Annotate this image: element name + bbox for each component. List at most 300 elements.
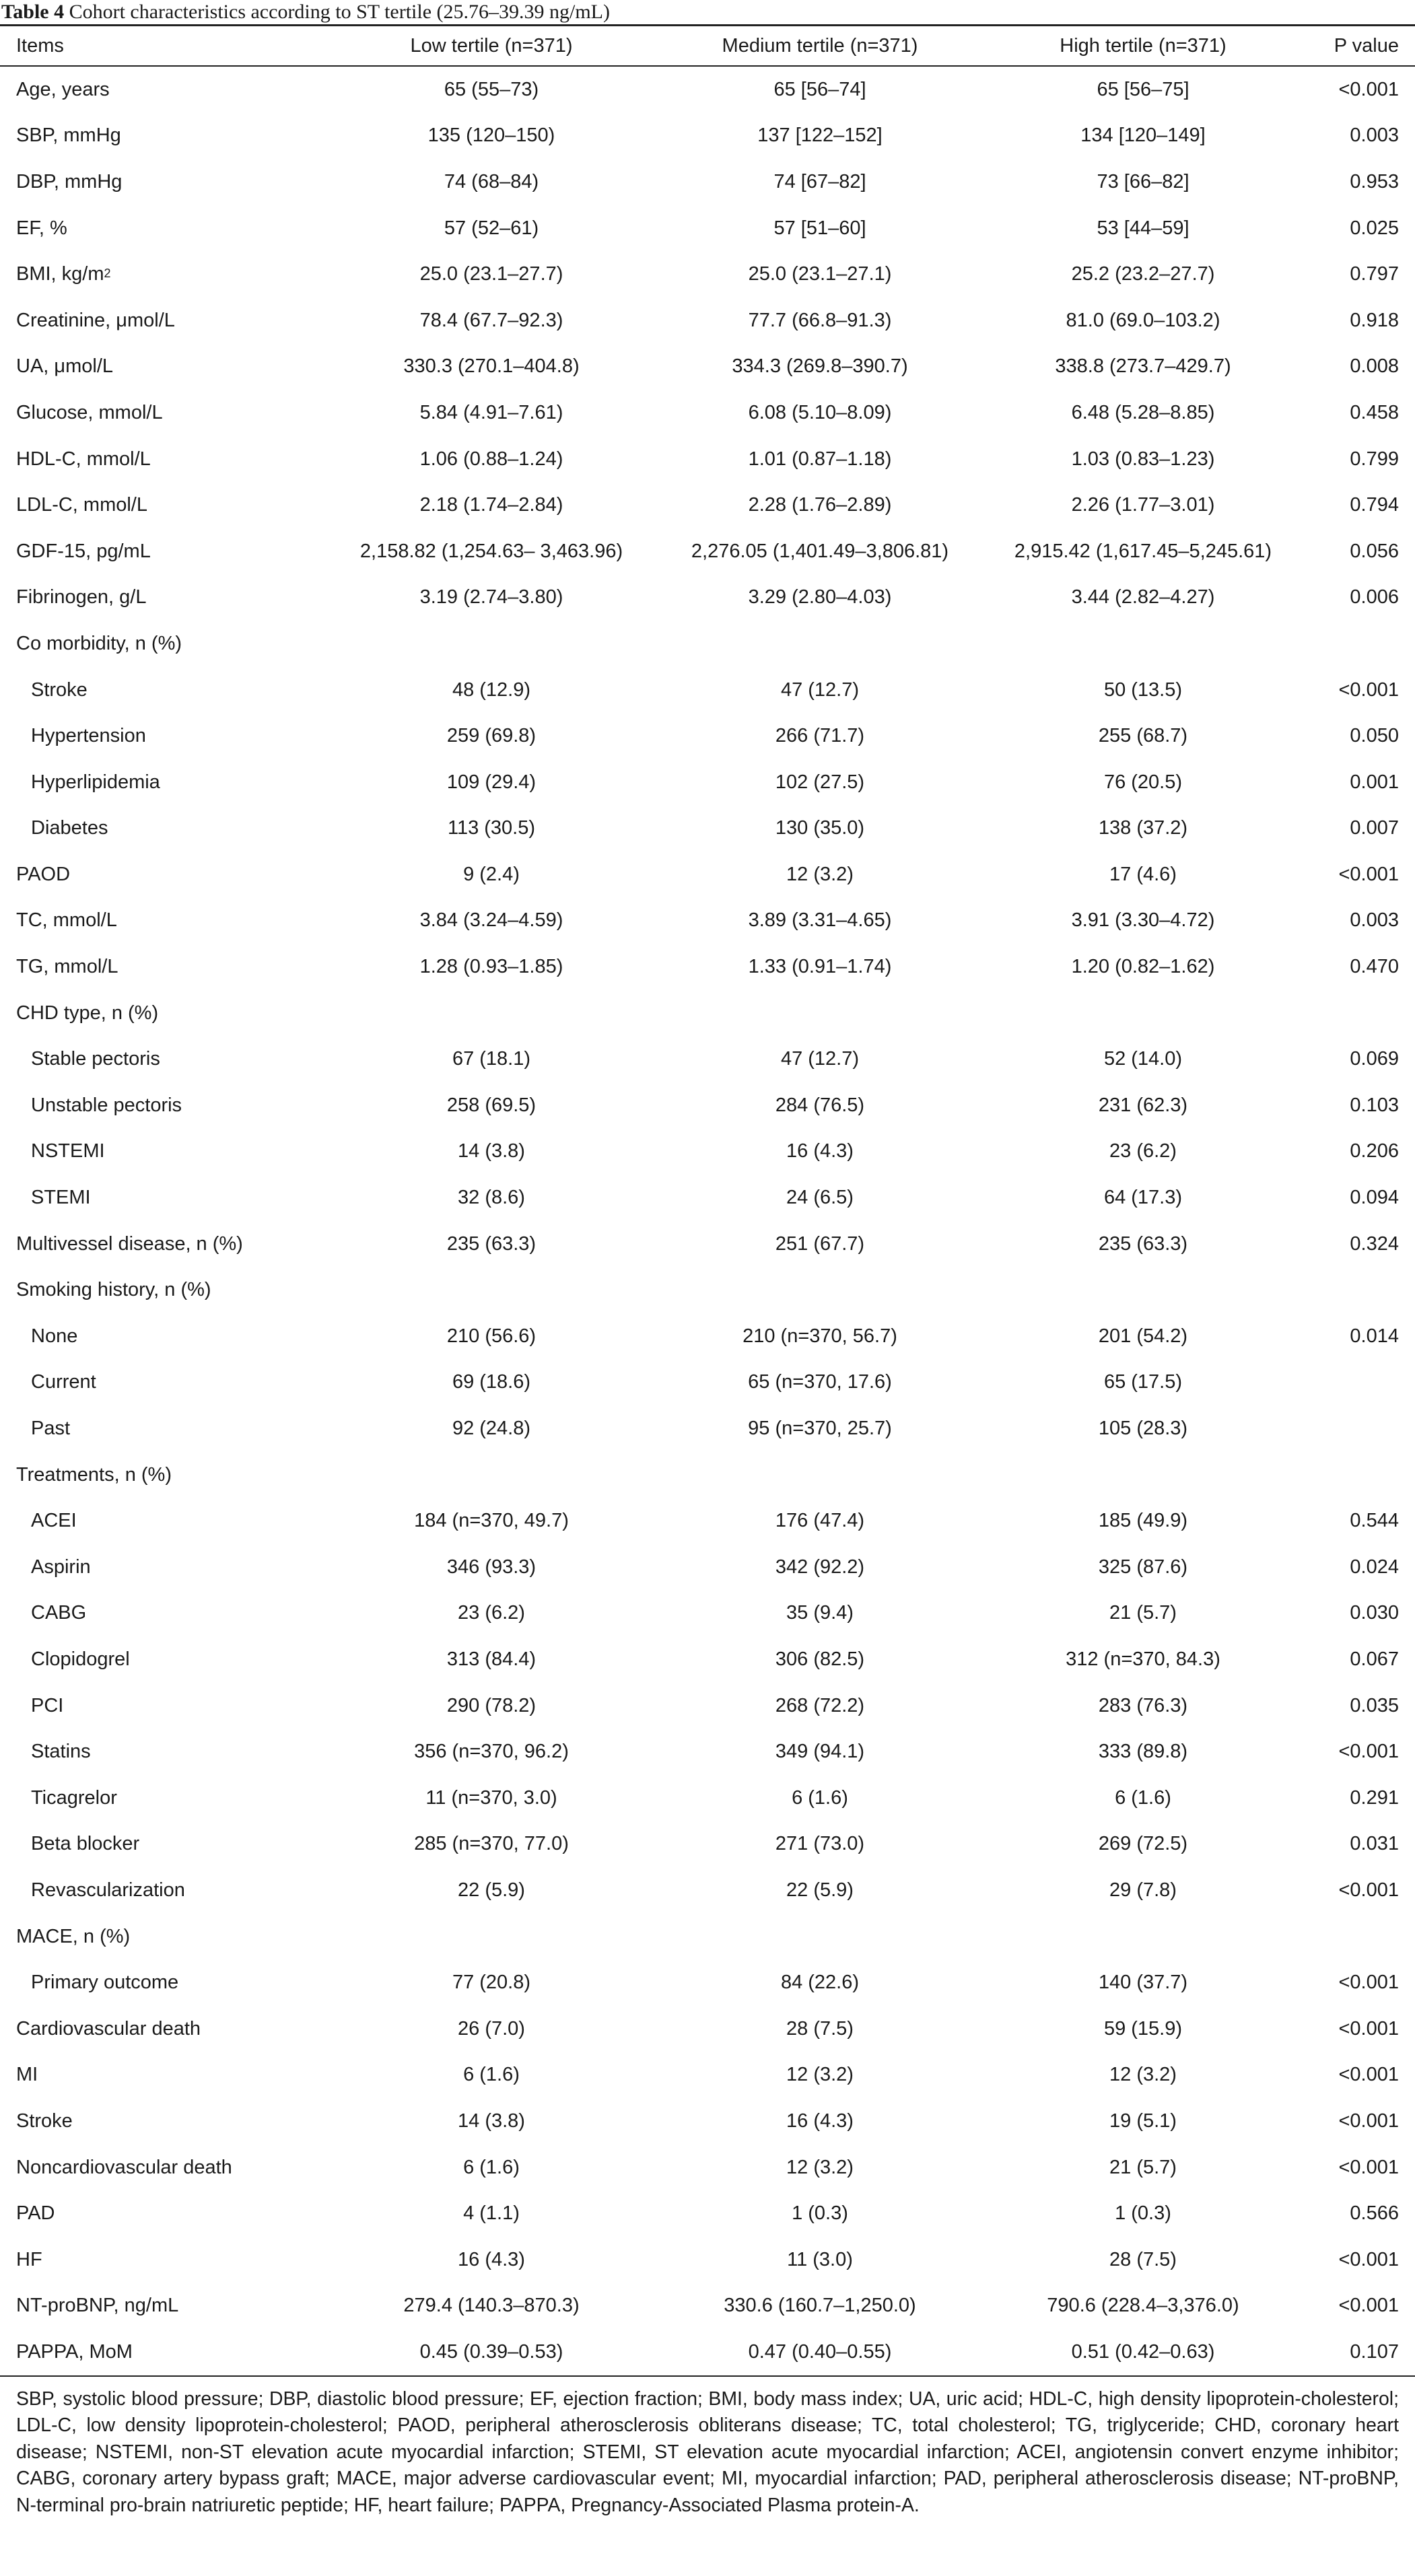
- cell-low-tertile: [323, 1129, 660, 1175]
- cell-low-tertile: [323, 898, 660, 944]
- cell-high-tertile-text: 25.2 (23.2–27.7): [1071, 263, 1215, 285]
- cell-item-text: Age, years: [16, 78, 110, 100]
- cell-p-value: [1306, 667, 1399, 713]
- cell-medium-tertile: [660, 1129, 980, 1175]
- cell-low-tertile-text: 4 (1.1): [463, 2202, 520, 2225]
- table-row: [0, 1313, 1415, 1360]
- table-row: [0, 205, 1415, 252]
- cell-high-tertile: [980, 205, 1306, 252]
- table-row: [0, 713, 1415, 759]
- cell-high-tertile-text: 21 (5.7): [1109, 1602, 1177, 1624]
- cell-item-text: MI: [16, 2064, 38, 2086]
- header-p-value: P value: [1334, 34, 1399, 57]
- cell-p-value-text: 0.067: [1350, 1648, 1399, 1670]
- cell-high-tertile-text: 231 (62.3): [1098, 1094, 1188, 1116]
- cell-item-text: None: [31, 1325, 78, 1347]
- cell-item-text: Treatments, n (%): [16, 1463, 172, 1486]
- cell-high-tertile-text: 50 (13.5): [1103, 678, 1183, 701]
- table-row: [0, 482, 1415, 528]
- cell-medium-tertile-text: 12 (3.2): [786, 863, 854, 885]
- cell-p-value: [1306, 621, 1399, 667]
- cell-low-tertile: [323, 1867, 660, 1914]
- cell-low-tertile: [323, 621, 660, 667]
- cell-medium-tertile: [660, 2098, 980, 2145]
- cell-p-value-text: 0.566: [1350, 2202, 1399, 2225]
- table-row: [0, 2329, 1415, 2375]
- cell-item: [16, 298, 175, 344]
- cell-medium-tertile-text: 95 (n=370, 25.7): [748, 1418, 892, 1440]
- cell-high-tertile: [980, 67, 1306, 113]
- cell-p-value-text: 0.107: [1350, 2340, 1399, 2363]
- cell-item: [31, 1729, 91, 1775]
- cell-medium-tertile-text: 35 (9.4): [786, 1602, 854, 1624]
- cell-item: [16, 2098, 73, 2145]
- cell-p-value-text: 0.458: [1350, 401, 1399, 423]
- table-row: [0, 2145, 1415, 2191]
- cell-p-value: [1306, 390, 1399, 436]
- cell-low-tertile: [323, 205, 660, 252]
- cell-low-tertile: [323, 1452, 660, 1498]
- cell-item: [16, 851, 70, 898]
- cell-p-value-text: <0.001: [1338, 78, 1399, 100]
- cell-high-tertile: [980, 159, 1306, 205]
- cell-medium-tertile: [660, 528, 980, 575]
- cell-item: [31, 713, 146, 759]
- table-row: [0, 159, 1415, 205]
- cell-p-value-text: 0.024: [1350, 1556, 1399, 1578]
- cell-medium-tertile-text: 268 (72.2): [775, 1694, 865, 1716]
- cell-p-value: [1306, 1959, 1399, 2006]
- cell-low-tertile-text: 259 (69.8): [446, 725, 537, 747]
- cell-p-value: [1306, 1452, 1399, 1498]
- table-row: [0, 1914, 1415, 1960]
- cell-high-tertile: [980, 1729, 1306, 1775]
- cell-item: [16, 113, 121, 160]
- cell-medium-tertile-text: 3.29 (2.80–4.03): [748, 586, 892, 608]
- cell-p-value: [1306, 344, 1399, 390]
- cell-item: [31, 1959, 178, 2006]
- cell-medium-tertile-text: 176 (47.4): [775, 1510, 865, 1532]
- cell-high-tertile: [980, 1544, 1306, 1591]
- cell-high-tertile: [980, 1498, 1306, 1544]
- cell-high-tertile-text: 29 (7.8): [1109, 1879, 1177, 1901]
- cell-high-tertile-text: 235 (63.3): [1098, 1232, 1188, 1255]
- cell-low-tertile-text: 25.0 (23.1–27.7): [419, 263, 563, 285]
- cell-item: [16, 944, 118, 990]
- cell-item-text: CHD type, n (%): [16, 1002, 159, 1024]
- cell-item-text: PCI: [31, 1694, 64, 1716]
- cell-low-tertile: [323, 67, 660, 113]
- table-row: [0, 1959, 1415, 2006]
- cell-p-value: [1306, 1544, 1399, 1591]
- cell-p-value-text: 0.799: [1350, 448, 1399, 470]
- cell-item-text: PAPPA, MoM: [16, 2340, 133, 2363]
- cell-item-text: Ticagrelor: [31, 1786, 117, 1809]
- cell-item: [16, 159, 122, 205]
- cell-high-tertile: [980, 2006, 1306, 2052]
- cell-low-tertile-text: 109 (29.4): [446, 771, 537, 793]
- cell-high-tertile: [980, 1175, 1306, 1221]
- cell-high-tertile: [980, 1591, 1306, 1637]
- cell-item: [31, 1175, 91, 1221]
- table-row: [0, 944, 1415, 990]
- cell-p-value: [1306, 2329, 1399, 2375]
- cell-p-value: [1306, 1221, 1399, 1267]
- cell-low-tertile: [323, 1544, 660, 1591]
- cell-high-tertile: [980, 575, 1306, 621]
- cell-medium-tertile: [660, 390, 980, 436]
- cell-medium-tertile-text: 47 (12.7): [780, 678, 860, 701]
- cell-medium-tertile-text: 65 [56–74]: [773, 78, 866, 100]
- cell-item-text: Revascularization: [31, 1879, 185, 1901]
- cell-item-text: Past: [31, 1418, 71, 1440]
- cell-item-text: HDL-C, mmol/L: [16, 448, 151, 470]
- cell-low-tertile: [323, 990, 660, 1037]
- cell-p-value: [1306, 298, 1399, 344]
- cell-p-value: [1306, 1036, 1399, 1082]
- cell-low-tertile-text: 1.28 (0.93–1.85): [419, 956, 563, 978]
- cell-medium-tertile: [660, 1729, 980, 1775]
- cell-p-value-text: 0.030: [1350, 1602, 1399, 1624]
- cell-p-value-text: <0.001: [1338, 2064, 1399, 2086]
- cell-p-value-text: 0.001: [1350, 771, 1399, 793]
- cell-medium-tertile-text: 330.6 (160.7–1,250.0): [724, 2295, 916, 2317]
- cell-high-tertile-text: 312 (n=370, 84.3): [1066, 1648, 1220, 1670]
- cell-low-tertile-text: 9 (2.4): [463, 863, 520, 885]
- cell-medium-tertile: [660, 1867, 980, 1914]
- cell-item: [31, 1360, 96, 1406]
- cell-low-tertile-text: 313 (84.4): [446, 1648, 537, 1670]
- cell-high-tertile: [980, 298, 1306, 344]
- cell-p-value-text: <0.001: [1338, 2295, 1399, 2317]
- cell-high-tertile-text: 283 (76.3): [1098, 1694, 1188, 1716]
- cell-low-tertile-text: 285 (n=370, 77.0): [414, 1833, 569, 1855]
- cell-low-tertile: [323, 2190, 660, 2237]
- cell-item-text: Co morbidity, n (%): [16, 632, 182, 654]
- header-medium-tertile: Medium tertile (n=371): [722, 34, 918, 57]
- cell-high-tertile: [980, 898, 1306, 944]
- cell-high-tertile: [980, 390, 1306, 436]
- cell-medium-tertile-text: 306 (82.5): [775, 1648, 865, 1670]
- cell-low-tertile-text: 184 (n=370, 49.7): [414, 1510, 569, 1532]
- cell-high-tertile-text: 65 (17.5): [1103, 1371, 1183, 1393]
- cell-medium-tertile-text: 349 (94.1): [775, 1741, 865, 1763]
- cell-medium-tertile-text: 24 (6.5): [786, 1187, 854, 1209]
- cell-p-value: [1306, 251, 1399, 298]
- table-row: [0, 390, 1415, 436]
- table-row: [0, 1175, 1415, 1221]
- cell-low-tertile-text: 2.18 (1.74–2.84): [419, 494, 563, 516]
- cell-item-text: TC, mmol/L: [16, 909, 117, 932]
- cell-p-value-text: <0.001: [1338, 678, 1399, 701]
- cell-low-tertile: [323, 713, 660, 759]
- table-row: [0, 1082, 1415, 1129]
- cell-medium-tertile-text: 3.89 (3.31–4.65): [748, 909, 892, 932]
- cell-high-tertile: [980, 1221, 1306, 1267]
- cell-high-tertile: [980, 759, 1306, 806]
- cell-item: [16, 2006, 201, 2052]
- cell-high-tertile: [980, 667, 1306, 713]
- cell-item-text: Fibrinogen, g/L: [16, 586, 147, 608]
- cell-low-tertile-text: 330.3 (270.1–404.8): [403, 355, 580, 378]
- table-header-row: [0, 26, 1415, 65]
- cell-p-value-text: 0.094: [1350, 1187, 1399, 1209]
- table-row: [0, 1867, 1415, 1914]
- cell-low-tertile: [323, 2006, 660, 2052]
- cell-high-tertile-text: 105 (28.3): [1098, 1418, 1188, 1440]
- cell-low-tertile: [323, 1683, 660, 1729]
- cell-item: [16, 436, 151, 483]
- cell-item: [16, 2237, 42, 2283]
- cell-p-value-text: 0.069: [1350, 1048, 1399, 1070]
- cell-p-value-text: <0.001: [1338, 1972, 1399, 1994]
- table-row: [0, 1729, 1415, 1775]
- cell-low-tertile-text: 22 (5.9): [458, 1879, 525, 1901]
- cell-low-tertile-text: 6 (1.6): [463, 2156, 520, 2178]
- cell-low-tertile-text: 346 (93.3): [446, 1556, 537, 1578]
- cell-low-tertile-text: 6 (1.6): [463, 2064, 520, 2086]
- cell-p-value-text: 0.544: [1350, 1510, 1399, 1532]
- cell-high-tertile: [980, 944, 1306, 990]
- cell-medium-tertile-text: 57 [51–60]: [773, 217, 866, 239]
- cell-medium-tertile: [660, 1221, 980, 1267]
- cell-p-value: [1306, 1683, 1399, 1729]
- cell-medium-tertile-text: 1.01 (0.87–1.18): [748, 448, 892, 470]
- cell-item-text: NSTEMI: [31, 1140, 105, 1162]
- cell-high-tertile-text: 1 (0.3): [1115, 2202, 1171, 2225]
- cell-item: [16, 1452, 172, 1498]
- cell-medium-tertile: [660, 759, 980, 806]
- cell-p-value-text: 0.953: [1350, 170, 1399, 193]
- cell-item-text: EF, %: [16, 217, 67, 239]
- cell-low-tertile: [323, 575, 660, 621]
- cell-medium-tertile: [660, 1267, 980, 1313]
- cell-high-tertile: [980, 436, 1306, 483]
- cell-high-tertile: [980, 2237, 1306, 2283]
- cell-medium-tertile-text: 25.0 (23.1–27.1): [748, 263, 892, 285]
- cell-medium-tertile-text: 77.7 (66.8–91.3): [748, 309, 892, 331]
- cell-p-value: [1306, 2190, 1399, 2237]
- cell-medium-tertile: [660, 2052, 980, 2099]
- cell-item-text: UA, μmol/L: [16, 355, 114, 378]
- cell-medium-tertile: [660, 2283, 980, 2330]
- cell-high-tertile: [980, 1082, 1306, 1129]
- cell-p-value-text: 0.056: [1350, 540, 1399, 562]
- table-body: [0, 67, 1415, 2375]
- cell-p-value-text: 0.206: [1350, 1140, 1399, 1162]
- cell-p-value: [1306, 1636, 1399, 1683]
- cell-low-tertile: [323, 344, 660, 390]
- cell-item: [16, 528, 151, 575]
- cell-high-tertile-text: 201 (54.2): [1098, 1325, 1188, 1347]
- cell-low-tertile: [323, 1775, 660, 1821]
- cell-p-value-text: <0.001: [1338, 2248, 1399, 2270]
- cell-high-tertile: [980, 1959, 1306, 2006]
- cell-item-text: STEMI: [31, 1187, 91, 1209]
- cell-low-tertile: [323, 2098, 660, 2145]
- cell-medium-tertile: [660, 1821, 980, 1868]
- cell-low-tertile: [323, 1360, 660, 1406]
- cell-medium-tertile: [660, 1452, 980, 1498]
- cell-item: [16, 390, 163, 436]
- cell-low-tertile-text: 77 (20.8): [452, 1972, 531, 1994]
- cell-item: [31, 1036, 160, 1082]
- cell-item: [16, 898, 117, 944]
- table-caption: [0, 0, 1415, 24]
- cell-p-value: [1306, 944, 1399, 990]
- cell-medium-tertile-text: 16 (4.3): [786, 1140, 854, 1162]
- cell-medium-tertile: [660, 1498, 980, 1544]
- cell-p-value-text: 0.008: [1350, 355, 1399, 378]
- table-row: [0, 621, 1415, 667]
- cell-low-tertile: [323, 2052, 660, 2099]
- cell-medium-tertile: [660, 944, 980, 990]
- cell-p-value-text: 0.014: [1350, 1325, 1399, 1347]
- cell-p-value: [1306, 2006, 1399, 2052]
- cell-medium-tertile-text: 16 (4.3): [786, 2110, 854, 2132]
- table-row: [0, 1036, 1415, 1082]
- cell-medium-tertile: [660, 298, 980, 344]
- cell-medium-tertile-text: 12 (3.2): [786, 2064, 854, 2086]
- cell-low-tertile: [323, 1082, 660, 1129]
- cell-medium-tertile-text: 65 (n=370, 17.6): [748, 1371, 892, 1393]
- table-row: [0, 1129, 1415, 1175]
- cell-low-tertile-text: 14 (3.8): [458, 1140, 525, 1162]
- cell-item: [31, 1129, 105, 1175]
- cell-item-text: Smoking history, n (%): [16, 1279, 211, 1301]
- cell-item-text: Clopidogrel: [31, 1648, 130, 1670]
- cell-medium-tertile-text: 6.08 (5.10–8.09): [748, 401, 892, 423]
- cell-medium-tertile: [660, 1544, 980, 1591]
- cell-medium-tertile-text: 342 (92.2): [775, 1556, 865, 1578]
- cell-item-text: Hyperlipidemia: [31, 771, 160, 793]
- cell-item: [31, 1683, 63, 1729]
- cell-high-tertile-text: 269 (72.5): [1098, 1833, 1188, 1855]
- cell-item-text: Glucose, mmol/L: [16, 401, 163, 423]
- cell-p-value-text: <0.001: [1338, 863, 1399, 885]
- cell-high-tertile: [980, 1775, 1306, 1821]
- cell-medium-tertile-text: 210 (n=370, 56.7): [743, 1325, 897, 1347]
- cell-item-text: Beta blocker: [31, 1833, 140, 1855]
- cell-p-value: [1306, 990, 1399, 1037]
- cell-high-tertile-text: 19 (5.1): [1109, 2110, 1177, 2132]
- cell-item-text: Cardiovascular death: [16, 2017, 201, 2040]
- cell-low-tertile: [323, 1636, 660, 1683]
- cell-medium-tertile-text: 28 (7.5): [786, 2017, 854, 2040]
- cell-item: [31, 759, 160, 806]
- cell-medium-tertile-text: 284 (76.5): [775, 1094, 865, 1116]
- cell-p-value-text: 0.050: [1350, 725, 1399, 747]
- cell-high-tertile-text: 255 (68.7): [1098, 725, 1188, 747]
- cell-p-value-text: 0.007: [1350, 817, 1399, 839]
- cell-item: [31, 1405, 70, 1452]
- table-row: [0, 1452, 1415, 1498]
- table-row: [0, 298, 1415, 344]
- cell-high-tertile-text: 6.48 (5.28–8.85): [1071, 401, 1215, 423]
- cell-item-text: HF: [16, 2248, 42, 2270]
- cell-medium-tertile: [660, 67, 980, 113]
- cell-high-tertile: [980, 2145, 1306, 2191]
- table-row: [0, 1360, 1415, 1406]
- cell-p-value-text: 0.918: [1350, 309, 1399, 331]
- cell-low-tertile: [323, 251, 660, 298]
- cell-item-text: CABG: [31, 1602, 87, 1624]
- header-high-tertile: High tertile (n=371): [1060, 34, 1227, 57]
- cell-medium-tertile-text: 0.47 (0.40–0.55): [748, 2340, 892, 2363]
- cell-p-value-text: <0.001: [1338, 1879, 1399, 1901]
- cell-item: [31, 1775, 117, 1821]
- cell-item-text: DBP, mmHg: [16, 170, 123, 193]
- table-row: [0, 2006, 1415, 2052]
- cell-p-value: [1306, 528, 1399, 575]
- cell-low-tertile-text: 69 (18.6): [452, 1371, 531, 1393]
- cell-high-tertile: [980, 2098, 1306, 2145]
- cell-item: [16, 67, 110, 113]
- cell-p-value: [1306, 205, 1399, 252]
- cell-medium-tertile-text: 1 (0.3): [792, 2202, 848, 2225]
- cell-p-value: [1306, 113, 1399, 160]
- cell-low-tertile: [323, 1405, 660, 1452]
- cell-item-text: LDL-C, mmol/L: [16, 494, 147, 516]
- cell-p-value: [1306, 1405, 1399, 1452]
- cell-high-tertile-text: 17 (4.6): [1109, 863, 1177, 885]
- cell-high-tertile: [980, 1360, 1306, 1406]
- cell-high-tertile: [980, 1036, 1306, 1082]
- cell-low-tertile-text: 67 (18.1): [452, 1048, 531, 1070]
- cell-item: [31, 1636, 130, 1683]
- table-row: [0, 1498, 1415, 1544]
- cell-high-tertile: [980, 1636, 1306, 1683]
- cell-p-value-text: 0.035: [1350, 1694, 1399, 1716]
- cell-low-tertile: [323, 390, 660, 436]
- cell-p-value-text: 0.291: [1350, 1786, 1399, 1809]
- cell-medium-tertile: [660, 2237, 980, 2283]
- cell-item: [16, 2283, 178, 2330]
- cell-low-tertile: [323, 528, 660, 575]
- table-row: [0, 667, 1415, 713]
- table-row: [0, 436, 1415, 483]
- cell-p-value-text: 0.324: [1350, 1232, 1399, 1255]
- cell-item: [16, 344, 113, 390]
- cell-p-value-text: 0.470: [1350, 956, 1399, 978]
- cell-low-tertile-text: 26 (7.0): [458, 2017, 525, 2040]
- cell-item-text: BMI, kg/m: [16, 263, 104, 285]
- cell-high-tertile-text: 21 (5.7): [1109, 2156, 1177, 2178]
- table-row: [0, 344, 1415, 390]
- table-row: [0, 67, 1415, 113]
- cell-low-tertile: [323, 113, 660, 160]
- cell-p-value: [1306, 482, 1399, 528]
- cell-p-value-text: 0.797: [1350, 263, 1399, 285]
- cell-medium-tertile-text: 11 (3.0): [787, 2248, 853, 2270]
- cell-low-tertile: [323, 1729, 660, 1775]
- cell-p-value: [1306, 851, 1399, 898]
- cell-p-value: [1306, 1914, 1399, 1960]
- cell-low-tertile-text: 11 (n=370, 3.0): [425, 1786, 557, 1809]
- cell-item-text: Aspirin: [31, 1556, 91, 1578]
- cell-high-tertile-text: 790.6 (228.4–3,376.0): [1047, 2295, 1239, 2317]
- cell-low-tertile: [323, 2329, 660, 2375]
- cell-p-value: [1306, 1867, 1399, 1914]
- cell-low-tertile: [323, 1313, 660, 1360]
- cell-item: [16, 2052, 38, 2099]
- table-row: [0, 851, 1415, 898]
- cell-medium-tertile: [660, 898, 980, 944]
- cell-high-tertile-text: 1.03 (0.83–1.23): [1071, 448, 1215, 470]
- table-row: [0, 1636, 1415, 1683]
- cell-p-value: [1306, 159, 1399, 205]
- cell-low-tertile: [323, 2145, 660, 2191]
